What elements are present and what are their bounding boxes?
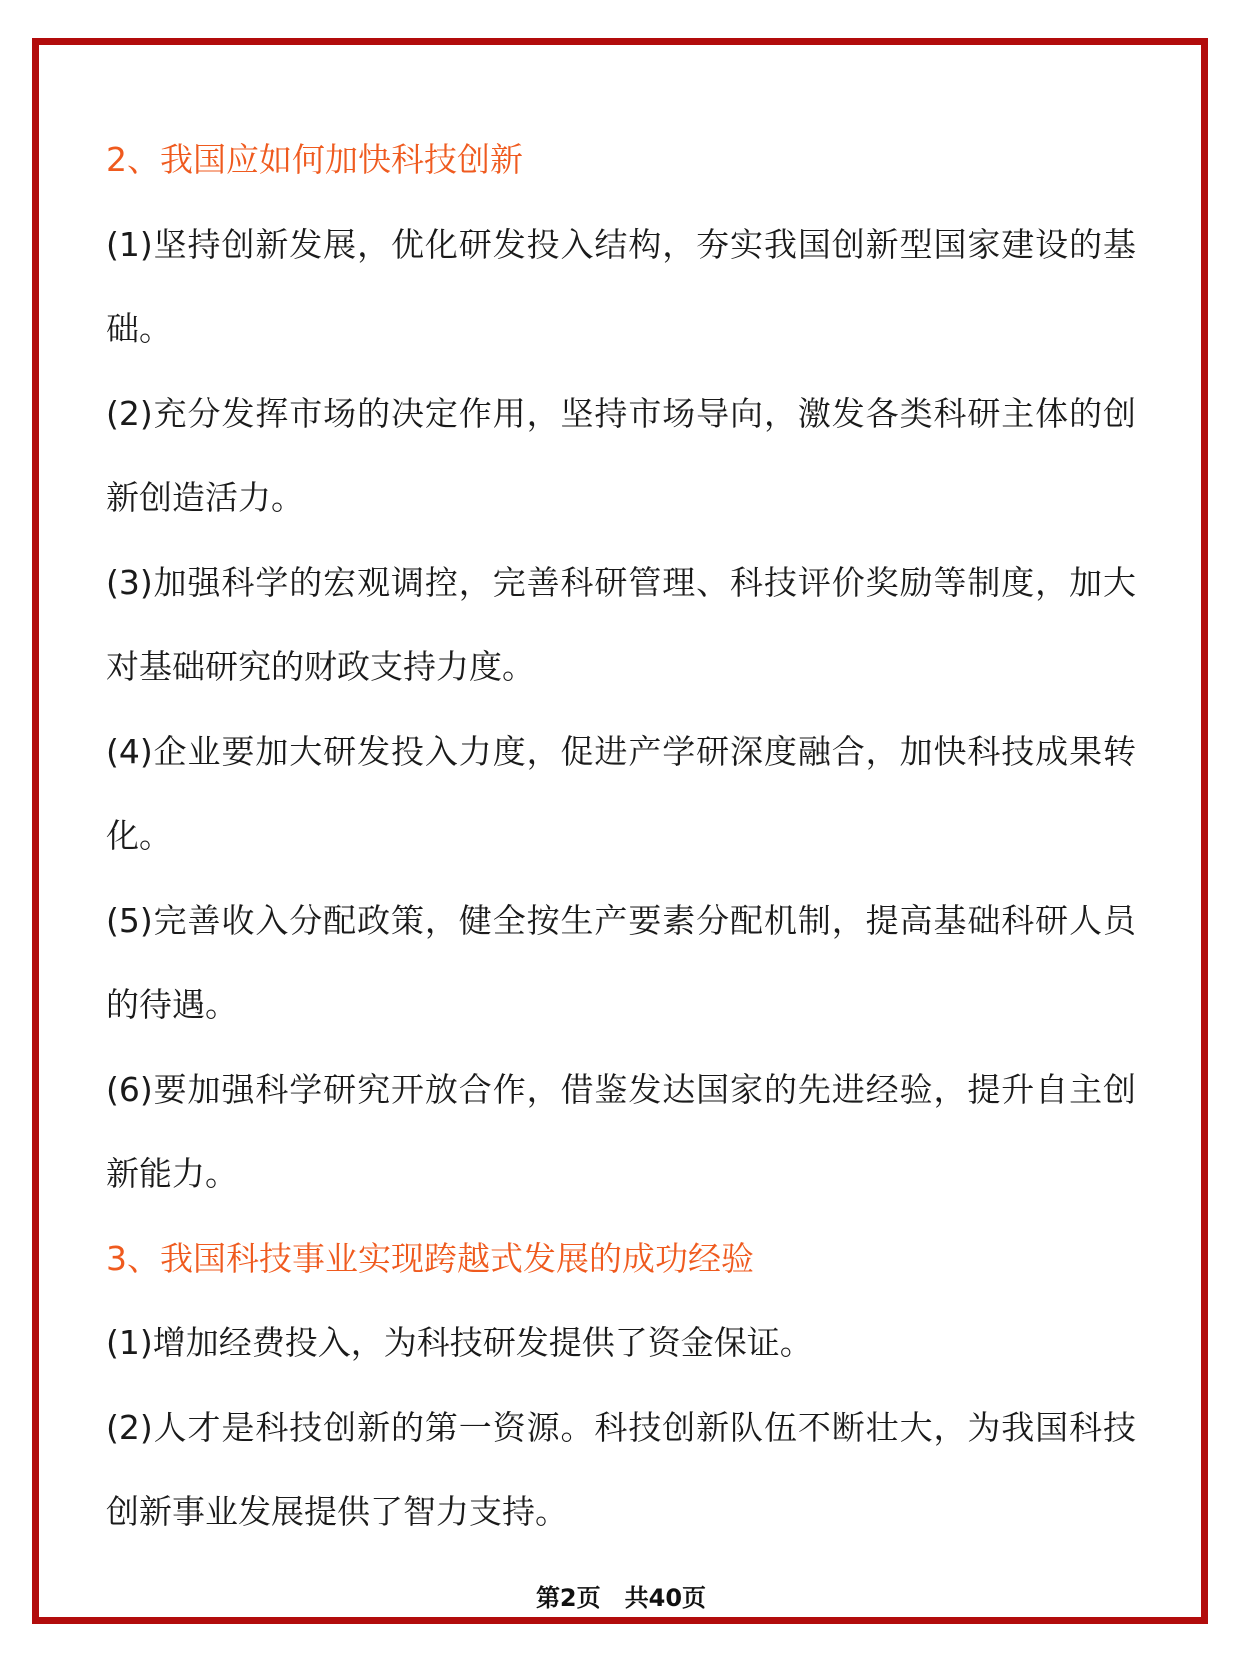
- list-item: (3)加强科学的宏观调控，完善科研管理、科技评价奖励等制度，加大对基础研究的财政支持力度。: [106, 562, 1136, 686]
- list-item: (2)人才是科技创新的第一资源。科技创新队伍不断壮大，为我国科技创新事业发展提供了智力支持。: [106, 1407, 1136, 1531]
- list-item: (5)完善收入分配政策，健全按生产要素分配机制，提高基础科研人员的待遇。: [106, 900, 1136, 1024]
- list-item: (4)企业要加大研发投入力度，促进产学研深度融合，加快科技成果转化。: [106, 731, 1136, 855]
- section-heading: 2、我国应如何加快科技创新: [106, 140, 523, 179]
- document-body: [106, 118, 1136, 1555]
- page-number: 第2页: [535, 1584, 601, 1612]
- list-item: (1)增加经费投入，为科技研发提供了资金保证。: [106, 1323, 813, 1362]
- page-total: 共40页: [624, 1584, 707, 1612]
- list-item: (1)坚持创新发展，优化研发投入结构，夯实我国创新型国家建设的基础。: [106, 224, 1136, 348]
- page-footer: [0, 1578, 1242, 1613]
- section-heading: 3、我国科技事业实现跨越式发展的成功经验: [106, 1238, 754, 1278]
- list-item: (2)充分发挥市场的决定作用，坚持市场导向，激发各类科研主体的创新创造活力。: [106, 393, 1136, 517]
- list-item: (6)要加强科学研究开放合作，借鉴发达国家的先进经验，提升自主创新能力。: [106, 1069, 1136, 1193]
